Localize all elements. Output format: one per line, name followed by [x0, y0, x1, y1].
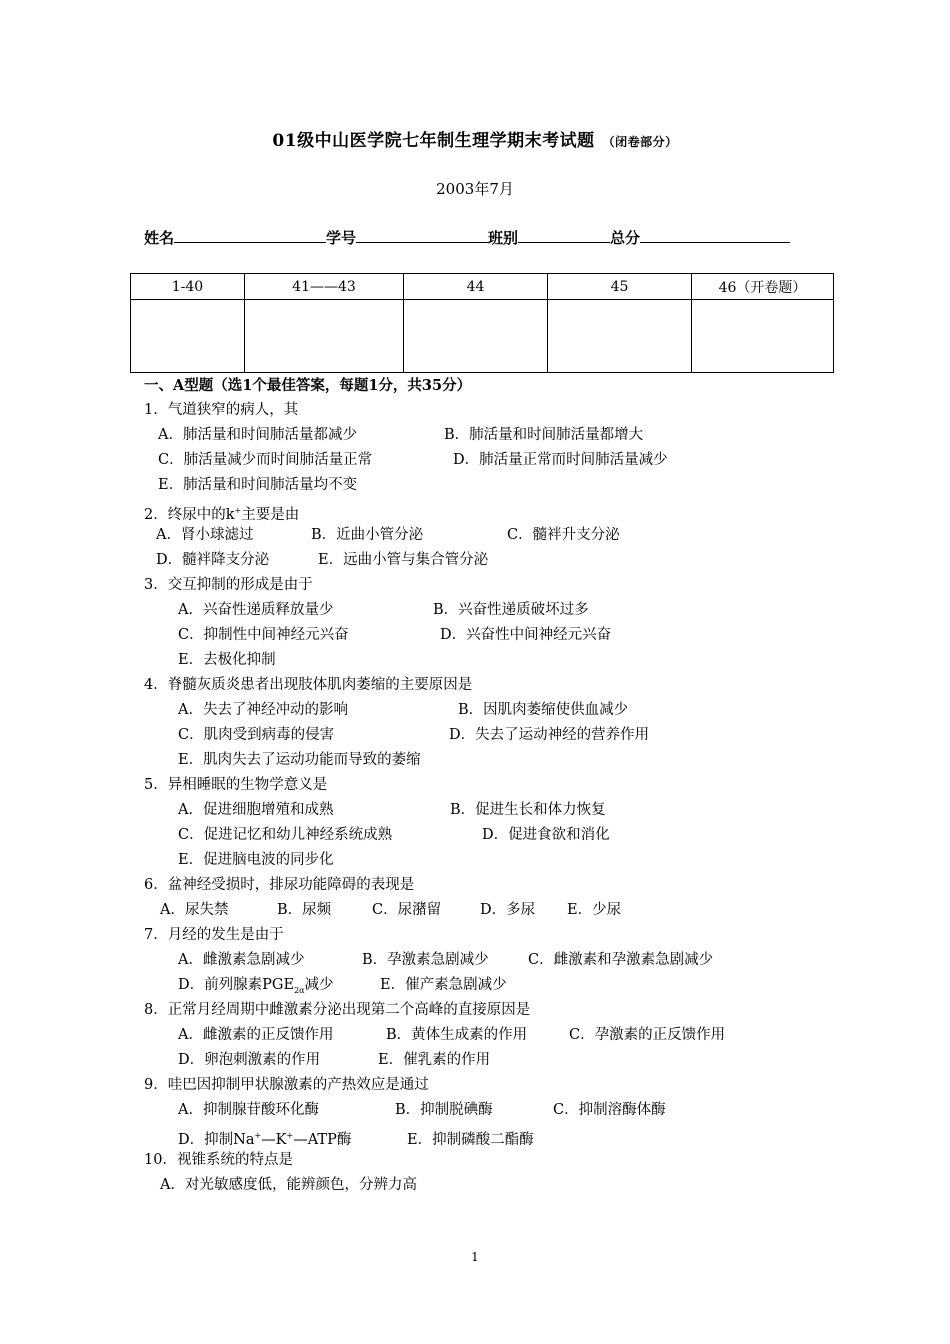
option: E．去极化抑制 — [178, 652, 276, 668]
option: E．催产素急剧减少 — [380, 977, 507, 993]
option-row — [144, 948, 844, 973]
score-table-value-row — [131, 300, 834, 373]
option: B．尿频 — [277, 902, 332, 918]
option: E．肺活量和时间肺活量均不变 — [158, 477, 358, 493]
option: C．抑制溶酶体酶 — [553, 1102, 666, 1118]
option-text: —ATP酶 — [293, 1131, 352, 1148]
option: B．黄体生成素的作用 — [386, 1027, 528, 1043]
option-row — [144, 898, 844, 923]
option: A．对光敏感度低，能辨颜色，分辨力高 — [160, 1177, 417, 1193]
option: A．促进细胞增殖和成熟 — [178, 802, 334, 818]
question-stem: 9．哇巴因抑制甲状腺激素的产热效应是通过 — [144, 1077, 429, 1093]
option-text: D．抑制Na — [178, 1131, 255, 1148]
title-text: 01级中山医学院七年制生理学期末考试题 — [272, 131, 595, 151]
option: D．兴奋性中间神经元兴奋 — [440, 627, 612, 643]
question-stem: 5．异相睡眠的生物学意义是 — [144, 777, 328, 793]
option: C．抑制性中间神经元兴奋 — [178, 627, 349, 643]
option-row — [144, 598, 844, 623]
subscript: 2α — [294, 985, 305, 995]
option: E．少尿 — [567, 902, 622, 918]
section-heading: 一、A型题（选1个最佳答案，每题1分，共35分） — [144, 377, 472, 394]
superscript: + — [286, 1131, 294, 1140]
option: E．抑制磷酸二酯酶 — [407, 1131, 534, 1148]
score-table-header-row — [131, 274, 834, 300]
option-row — [144, 548, 844, 573]
option: D．髓袢降支分泌 — [156, 552, 270, 568]
option-row — [144, 723, 844, 748]
option: B．抑制脱碘酶 — [395, 1102, 493, 1118]
option-row — [144, 423, 844, 448]
option: D．多尿 — [480, 902, 536, 918]
option-text: D．前列腺素PGE — [178, 977, 295, 993]
exam-date: 2003年7月 — [436, 180, 514, 198]
question-stem — [144, 498, 844, 523]
option: C．髓袢升支分泌 — [507, 527, 620, 543]
option-row — [144, 1173, 844, 1198]
option: D．肺活量正常而时间肺活量减少 — [453, 452, 668, 468]
option: B．促进生长和体力恢复 — [450, 802, 606, 818]
exam-title — [0, 126, 950, 151]
option-row — [144, 748, 844, 773]
option-row — [144, 623, 844, 648]
title-subtitle: （闭卷部分） — [602, 135, 678, 149]
superscript: + — [254, 1131, 262, 1140]
class-label: 班别 — [488, 229, 519, 247]
score-cell-1 — [131, 300, 245, 373]
question-stem: 10．视锥系统的特点是 — [144, 1152, 293, 1168]
score-cell-3 — [404, 300, 548, 373]
option-text: 减少 — [304, 977, 334, 993]
option-row — [144, 648, 844, 673]
total-blank — [640, 226, 790, 243]
superscript: + — [234, 506, 242, 515]
option: D．卵泡刺激素的作用 — [178, 1052, 321, 1068]
option: A．雌激素的正反馈作用 — [178, 1027, 334, 1043]
id-blank — [356, 226, 488, 243]
option-row — [144, 1098, 844, 1123]
option-row — [144, 473, 844, 498]
option: A．肺活量和时间肺活量都减少 — [158, 427, 357, 443]
option-row — [144, 848, 844, 873]
option: C．肺活量减少而时间肺活量正常 — [158, 452, 373, 468]
option-row — [144, 1023, 844, 1048]
score-col-3: 44 — [404, 274, 548, 300]
option: A．尿失禁 — [160, 902, 229, 918]
score-col-1: 1-40 — [131, 274, 245, 300]
page-number: 1 — [471, 1250, 479, 1264]
name-label: 姓名 — [144, 229, 175, 247]
option-row — [144, 523, 844, 548]
score-col-4: 45 — [548, 274, 692, 300]
question-stem: 7．月经的发生是由于 — [144, 927, 284, 943]
option: C．肌肉受到病毒的侵害 — [178, 727, 335, 743]
stem-text: 2．终尿中的k — [144, 506, 235, 523]
question-stem: 3．交互抑制的形成是由于 — [144, 577, 313, 593]
score-col-5: 46（开卷题） — [692, 274, 834, 300]
total-label: 总分 — [610, 229, 641, 247]
option: E．催乳素的作用 — [378, 1052, 491, 1068]
score-cell-5 — [692, 300, 834, 373]
option: B．因肌肉萎缩使供血减少 — [458, 702, 629, 718]
stem-text: 主要是由 — [241, 506, 300, 523]
option: A．雌激素急剧减少 — [178, 952, 305, 968]
student-info-row — [144, 226, 790, 248]
option: B．兴奋性递质破坏过多 — [433, 602, 589, 618]
option: B．肺活量和时间肺活量都增大 — [444, 427, 644, 443]
option-row — [144, 973, 844, 998]
question-stem: 1．气道狭窄的病人，其 — [144, 402, 299, 418]
question-stem: 4．脊髓灰质炎患者出现肢体肌肉萎缩的主要原因是 — [144, 677, 473, 693]
score-cell-4 — [548, 300, 692, 373]
option-row — [144, 1123, 844, 1148]
question-list — [144, 373, 844, 1198]
option-text: —K — [261, 1131, 287, 1148]
option: A．肾小球滤过 — [156, 527, 254, 543]
option: E．远曲小管与集合管分泌 — [318, 552, 489, 568]
option: B．孕激素急剧减少 — [362, 952, 489, 968]
question-stem: 8．正常月经周期中雌激素分泌出现第二个高峰的直接原因是 — [144, 1002, 531, 1018]
option: A．抑制腺苷酸环化酶 — [178, 1102, 319, 1118]
option: E．肌肉失去了运动功能而导致的萎缩 — [178, 752, 421, 768]
score-col-2: 41——43 — [245, 274, 404, 300]
option-row — [144, 1048, 844, 1073]
question-stem: 6．盆神经受损时，排尿功能障碍的表现是 — [144, 877, 415, 893]
option: A．兴奋性递质释放量少 — [178, 602, 334, 618]
score-cell-2 — [245, 300, 404, 373]
name-blank — [174, 226, 326, 243]
option: B．近曲小管分泌 — [311, 527, 424, 543]
option: D．失去了运动神经的营养作用 — [449, 727, 650, 743]
option: C．孕激素的正反馈作用 — [569, 1027, 726, 1043]
option: C．尿潴留 — [372, 902, 442, 918]
option: C．雌激素和孕激素急剧减少 — [528, 952, 714, 968]
option: C．促进记忆和幼儿神经系统成熟 — [178, 827, 393, 843]
id-label: 学号 — [326, 229, 357, 247]
option-row — [144, 798, 844, 823]
score-table — [130, 273, 834, 373]
option-row — [144, 448, 844, 473]
option-row — [144, 823, 844, 848]
class-blank — [518, 226, 610, 243]
option-row — [144, 698, 844, 723]
option: E．促进脑电波的同步化 — [178, 852, 334, 868]
option: D．促进食欲和消化 — [482, 827, 610, 843]
option: A．失去了神经冲动的影响 — [178, 702, 348, 718]
